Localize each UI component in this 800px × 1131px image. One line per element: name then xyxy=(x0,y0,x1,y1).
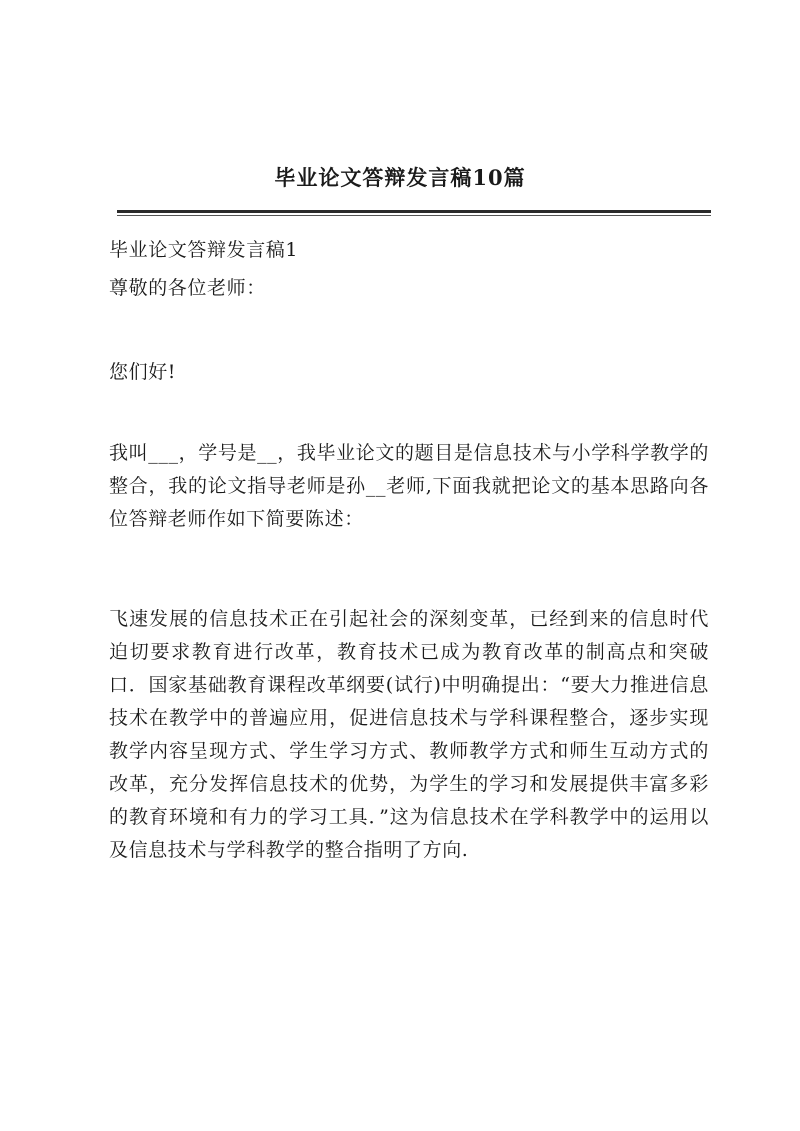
title-divider xyxy=(117,210,711,213)
greeting: 您们好! xyxy=(109,361,177,383)
section-heading: 毕业论文答辩发言稿1 xyxy=(109,239,299,261)
title-divider-thin xyxy=(117,215,711,216)
salutation: 尊敬的各位老师： xyxy=(109,277,266,299)
paragraph-background: 飞速发展的信息技术正在引起社会的深刻变革，已经到来的信息时代迫切要求教育进行改革，教育技术已成为教育改革的制高点和突破口．国家基础教育课程改革纲要(试行)中明确提出：“要大力推进信息技术在教学中的普遍应用，促进信息技术与学科课程整合，逐步实现教学内容呈现方式、学生学习方式、教师教学方式和师生互动方式的改革，充分发挥信息技术的优势，为学生的学习和发展提供丰富多彩的教育环境和有力的学习工具．”这为信息技术在学科教学中的运用以及信息技术与学科教学的整合指明了方向. xyxy=(109,608,709,861)
paragraph-intro: 我叫___，学号是__，我毕业论文的题目是信息技术与小学科学教学的整合，我的论文指导老师是孙__老师,下面我就把论文的基本思路向各位答辩老师作如下简要陈述： xyxy=(109,442,709,530)
page-title: 毕业论文答辩发言稿10篇 xyxy=(274,165,526,190)
